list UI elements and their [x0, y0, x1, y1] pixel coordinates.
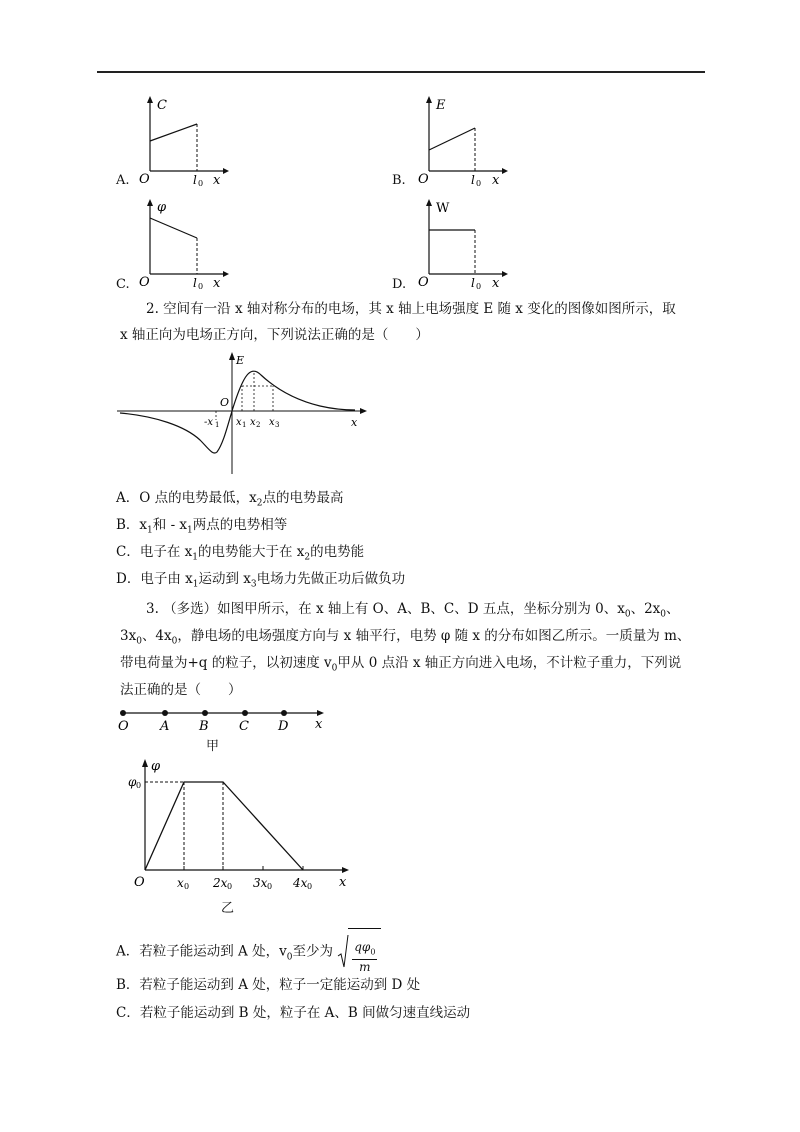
option-c-graph — [135, 196, 235, 291]
tick-sub: 0 — [476, 179, 482, 188]
q3-stem-line2: $3x_0$、$4x_0$，静电场的电场强度方向与 x 轴平行，电势 φ 随 x 的分布如图乙所示。一质量为 m、 — [120, 628, 691, 647]
axis-x-label: x — [213, 276, 221, 291]
q3-option-b[interactable]: B．若粒子能运动到 A 处，粒子一定能运动到 D 处 — [116, 977, 421, 993]
axis-y-label: φ — [151, 759, 161, 774]
x2-label: x — [250, 417, 256, 428]
svg-text:0: 0 — [307, 882, 313, 891]
origin-label: O — [134, 875, 145, 890]
tick-label: l — [193, 173, 197, 187]
q3-stem-line4: 法正确的是（ ） — [120, 682, 242, 698]
axis-x-label: x — [492, 276, 500, 291]
tick-label: l — [471, 276, 475, 290]
q3-stem-line1: 3. （多选）如图甲所示，在 x 轴上有 O、A、B、C、D 五点，坐标分别为 0、$x_0$、$2x_0$、 — [146, 601, 680, 620]
tick-label: l — [193, 276, 197, 290]
q3-figure-jia — [112, 700, 337, 735]
header-rule — [97, 71, 705, 73]
axis-y-label: C — [157, 98, 167, 113]
neg-x1-label: -x — [204, 417, 214, 428]
option-b-letter: B. — [392, 173, 406, 188]
origin-label: O — [418, 172, 429, 187]
origin-label: O — [418, 275, 429, 290]
q2-stem-line1: 2. 空间有一沿 x 轴对称分布的电场，其 x 轴上电场强度 E 随 x 变化的图像如图所示，取 — [146, 301, 676, 317]
option-a-letter: A. — [116, 173, 130, 188]
origin-label: O — [139, 172, 150, 187]
x3-label: x — [269, 417, 275, 428]
q2-e-field-graph — [115, 348, 375, 480]
option-b-graph — [414, 93, 514, 188]
tick-2x0: 2x — [213, 876, 228, 890]
figure-yi-caption: 乙 — [221, 901, 235, 916]
q2-option-c[interactable]: C．电子在 $x_1$的电势能大于在 $x_2$的电势能 — [116, 544, 365, 563]
origin-label: O — [139, 275, 150, 290]
q2-option-a[interactable]: A．O 点的电势最低，$x_2$点的电势最高 — [116, 490, 344, 509]
option-a-graph — [135, 93, 235, 188]
point-o-label: O — [118, 719, 129, 734]
option-c-letter: C. — [116, 277, 130, 292]
q3-figure-yi — [120, 755, 360, 895]
svg-text:0: 0 — [184, 882, 190, 891]
q3-stem-line3: 带电荷量为+q 的粒子，以初速度 $v_0$甲从 0 点沿 x 轴正方向进入电场，不计粒子重力，下列说 — [120, 655, 682, 674]
q2-option-b[interactable]: B．$x_1$和 - $x_1$两点的电势相等 — [116, 517, 288, 536]
tick-sub: 0 — [198, 282, 204, 291]
axis-x-label: x — [351, 416, 358, 429]
axis-y-label: φ — [157, 200, 167, 215]
point-a-label: A — [160, 719, 170, 734]
tick-3x0: 3x — [253, 876, 268, 890]
svg-text:0: 0 — [267, 882, 273, 891]
e-field-curve — [120, 371, 355, 453]
sqrt-expression: $\frac{q\varphi_0}{m}$ — [337, 930, 381, 974]
x2-sub: 2 — [256, 421, 261, 429]
axis-x-label: x — [315, 717, 323, 732]
axis-y-label: W — [436, 201, 450, 216]
tick-sub: 0 — [476, 282, 482, 291]
q2-stem-line2: x 轴正向为电场正方向，下列说法正确的是（ ） — [120, 327, 429, 343]
origin-label: O — [220, 396, 230, 409]
option-d-letter: D. — [392, 277, 407, 292]
tick-x0: x — [177, 876, 184, 890]
q3-option-c[interactable]: C．若粒子能运动到 B 处，粒子在 A、B 间做匀速直线运动 — [116, 1005, 471, 1021]
option-d-graph — [414, 196, 514, 291]
point-c-label: C — [239, 719, 249, 734]
svg-text:0: 0 — [227, 882, 233, 891]
figure-jia-caption: 甲 — [206, 739, 220, 754]
point-d-label: D — [278, 719, 289, 734]
tick-label: l — [471, 173, 475, 187]
axis-y-label: E — [436, 98, 446, 113]
x1-label: x — [236, 417, 242, 428]
axis-x-label: x — [492, 173, 500, 188]
point-b-label: B — [199, 719, 209, 734]
phi0-sub: 0 — [136, 781, 142, 790]
phi-curve — [145, 782, 303, 870]
neg-x1-sub: 1 — [215, 421, 220, 429]
q2-option-d[interactable]: D．电子由 $x_1$运动到 $x_3$电场力先做正功后做负功 — [116, 571, 406, 590]
tick-sub: 0 — [198, 179, 204, 188]
axis-y-label: E — [236, 354, 245, 367]
axis-x-label: x — [213, 173, 221, 188]
axis-x-label: x — [339, 875, 347, 890]
tick-4x0: 4x — [293, 876, 308, 890]
x1-sub: 1 — [242, 421, 247, 429]
x3-sub: 3 — [275, 421, 280, 429]
q3-option-a[interactable]: A．若粒子能运动到 A 处，$v_0$至少为 $\frac{q\varphi_0}{m}$ — [116, 930, 381, 966]
phi0-label: φ — [128, 775, 137, 789]
